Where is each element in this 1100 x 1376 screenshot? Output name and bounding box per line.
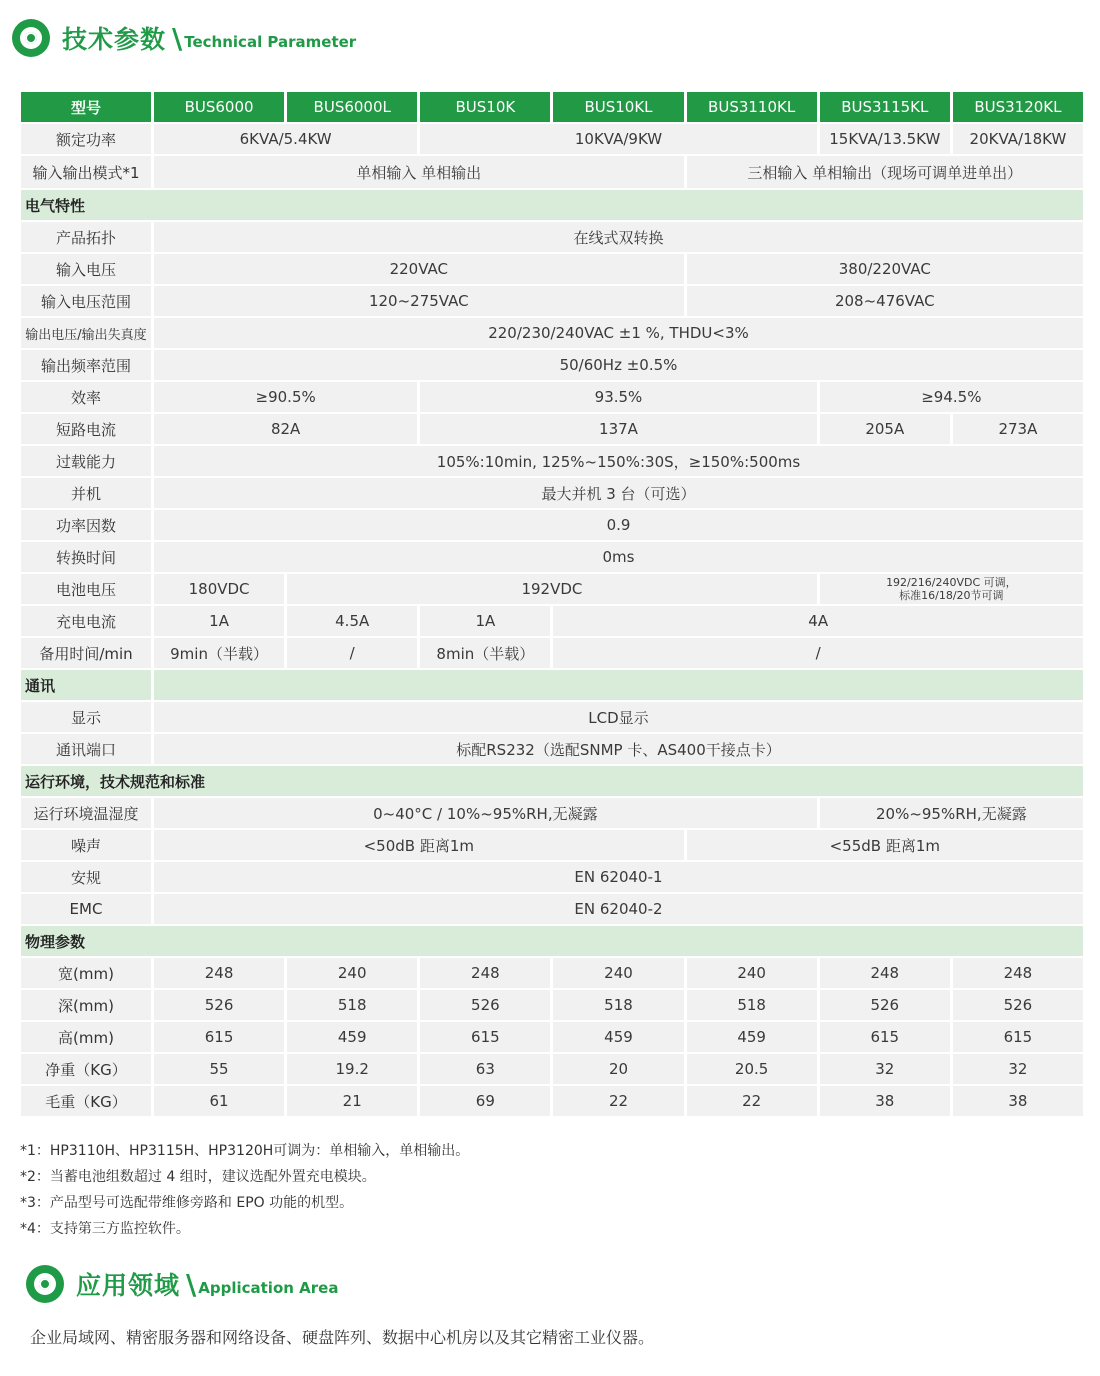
table-row (21, 638, 1083, 668)
cell-value: EN 62040-2 (154, 894, 1083, 924)
cell-value: 615 (820, 1022, 950, 1052)
cell-value: 1A (420, 606, 550, 636)
row-label: 输入电压 (21, 254, 151, 284)
cell-value: 61 (154, 1086, 284, 1116)
table-row (21, 254, 1083, 284)
cell-value: 32 (953, 1054, 1083, 1084)
header-model-label: 型号 (21, 92, 151, 122)
row-label: 运行环境温湿度 (21, 798, 151, 828)
cell-value: ≥90.5% (154, 382, 417, 412)
cell-value: 248 (154, 958, 284, 988)
row-label: 功率因数 (21, 510, 151, 540)
cell-value: 22 (687, 1086, 817, 1116)
cell-value: 273A (953, 414, 1083, 444)
cell-value: 69 (420, 1086, 550, 1116)
table-row (21, 862, 1083, 892)
row-label: 宽(mm) (21, 958, 151, 988)
cell-value: <50dB 距离1m (154, 830, 684, 860)
cell-value: 9min（半载） (154, 638, 284, 668)
cell-value: 518 (287, 990, 417, 1020)
row-label: 输入电压范围 (21, 286, 151, 316)
cell-value: 22 (553, 1086, 683, 1116)
cell-value: 220/230/240VAC ±1 %, THDU<3% (154, 318, 1083, 348)
cell-value: / (287, 638, 417, 668)
table-row (21, 222, 1083, 252)
cell-value: 248 (420, 958, 550, 988)
row-label: 深(mm) (21, 990, 151, 1020)
heading-separator: \ (186, 1267, 197, 1301)
model-name: BUS6000L (287, 92, 417, 122)
row-label: 高(mm) (21, 1022, 151, 1052)
cell-value: 192VDC (287, 574, 817, 604)
row-label: 充电电流 (21, 606, 151, 636)
cell-value: 137A (420, 414, 816, 444)
cell-value: 标配RS232（选配SNMP 卡、AS400干接点卡） (154, 734, 1083, 764)
model-name: BUS6000 (154, 92, 284, 122)
footnote: *3：产品型号可选配带维修旁路和 EPO 功能的机型。 (20, 1195, 354, 1211)
cell-value: 518 (687, 990, 817, 1020)
circle-bullet-icon (12, 19, 50, 57)
table-row (21, 958, 1083, 988)
table-header-row (21, 92, 1083, 122)
cell-value: 20%~95%RH,无凝露 (820, 798, 1083, 828)
table-row (21, 542, 1083, 572)
section-label: 物理参数 (21, 926, 1083, 956)
cell-value: 1A (154, 606, 284, 636)
battery-note-line: 192/216/240VDC 可调， (886, 576, 1017, 589)
cell-value: 0~40°C / 10%~95%RH,无凝露 (154, 798, 817, 828)
cell-value: EN 62040-1 (154, 862, 1083, 892)
cell-value: 220VAC (154, 254, 684, 284)
cell-value: 4.5A (287, 606, 417, 636)
row-label: 显示 (21, 702, 151, 732)
cell-value: 在线式双转换 (154, 222, 1083, 252)
section-row (21, 766, 1083, 796)
cell-value: 55 (154, 1054, 284, 1084)
table-row (21, 510, 1083, 540)
cell-value: 615 (420, 1022, 550, 1052)
table-row (21, 606, 1083, 636)
cell-value: 240 (687, 958, 817, 988)
cell-value: 4A (553, 606, 1083, 636)
cell-value: 180VDC (154, 574, 284, 604)
cell-value: 单相输入 单相输出 (154, 156, 684, 188)
section-band (154, 670, 1083, 700)
cell-value: 8min（半载） (420, 638, 550, 668)
cell-value: 20.5 (687, 1054, 817, 1084)
row-label: 通讯端口 (21, 734, 151, 764)
section-row (21, 670, 1083, 700)
row-label: 额定功率 (21, 124, 151, 154)
cell-value: 240 (553, 958, 683, 988)
cell-value: 526 (953, 990, 1083, 1020)
row-label: EMC (21, 894, 151, 924)
heading-separator: \ (172, 21, 183, 55)
table-row (21, 830, 1083, 860)
table-row (21, 382, 1083, 412)
section-label: 运行环境，技术规范和标准 (21, 766, 1083, 796)
cell-value: 0ms (154, 542, 1083, 572)
cell-value: 248 (953, 958, 1083, 988)
model-name: BUS3110KL (687, 92, 817, 122)
section-row (21, 190, 1083, 220)
table-row (21, 1054, 1083, 1084)
cell-value: 20 (553, 1054, 683, 1084)
heading-title-cn: 技术参数 (62, 25, 167, 54)
section-label: 电气特性 (21, 190, 1083, 220)
cell-value: 208~476VAC (687, 286, 1083, 316)
application-description: 企业局域网、精密服务器和网络设备、硬盘阵列、数据中心机房以及其它精密工业仪器。 (30, 1328, 655, 1347)
cell-value: 38 (953, 1086, 1083, 1116)
row-label: 转换时间 (21, 542, 151, 572)
cell-value: 93.5% (420, 382, 816, 412)
model-name: BUS3115KL (820, 92, 950, 122)
cell-value: 615 (154, 1022, 284, 1052)
row-label: 输出频率范围 (21, 350, 151, 380)
cell-value: 63 (420, 1054, 550, 1084)
cell-value: 82A (154, 414, 417, 444)
cell-value: 459 (553, 1022, 683, 1052)
footnote: *1：HP3110H、HP3115H、HP3120H可调为：单相输入，单相输出。 (20, 1143, 470, 1159)
heading-title-en: Application Area (198, 1279, 339, 1297)
table-row (21, 574, 1083, 604)
cell-value: <55dB 距离1m (687, 830, 1083, 860)
table-row (21, 478, 1083, 508)
cell-value: 10KVA/9KW (420, 124, 816, 154)
circle-bullet-icon (26, 1265, 64, 1303)
application-area-heading (26, 1265, 338, 1303)
footnote: *2：当蓄电池组数超过 4 组时，建议选配外置充电模块。 (20, 1169, 376, 1185)
row-label: 输入输出模式*1 (21, 156, 151, 188)
cell-value: 459 (687, 1022, 817, 1052)
cell-value: 248 (820, 958, 950, 988)
cell-value: 526 (154, 990, 284, 1020)
table-row (21, 318, 1083, 348)
model-name: BUS10K (420, 92, 550, 122)
cell-value: 19.2 (287, 1054, 417, 1084)
footnote: *4：支持第三方监控软件。 (20, 1221, 190, 1237)
spec-table (18, 90, 1086, 1118)
table-row (21, 350, 1083, 380)
technical-parameter-heading (12, 19, 356, 57)
cell-value: 240 (287, 958, 417, 988)
cell-value: 120~275VAC (154, 286, 684, 316)
table-row (21, 798, 1083, 828)
row-label: 产品拓扑 (21, 222, 151, 252)
cell-value: 526 (420, 990, 550, 1020)
table-row (21, 990, 1083, 1020)
cell-value: 15KVA/13.5KW (820, 124, 950, 154)
cell-value: 518 (553, 990, 683, 1020)
row-label: 输出电压/输出失真度 (21, 318, 151, 348)
section-row (21, 926, 1083, 956)
cell-value: 50/60Hz ±0.5% (154, 350, 1083, 380)
row-label: 备用时间/min (21, 638, 151, 668)
model-name: BUS3120KL (953, 92, 1083, 122)
table-row (21, 446, 1083, 476)
section-label: 通讯 (21, 670, 151, 700)
row-label: 噪声 (21, 830, 151, 860)
table-row (21, 414, 1083, 444)
row-label: 毛重（KG） (21, 1086, 151, 1116)
table-row (21, 156, 1083, 188)
table-row (21, 894, 1083, 924)
cell-value (820, 574, 1083, 604)
table-row (21, 286, 1083, 316)
cell-value: 最大并机 3 台（可选） (154, 478, 1083, 508)
table-row (21, 702, 1083, 732)
row-label: 净重（KG） (21, 1054, 151, 1084)
heading-title-cn: 应用领域 (76, 1271, 181, 1300)
cell-value: 38 (820, 1086, 950, 1116)
cell-value: / (553, 638, 1083, 668)
cell-value: 459 (287, 1022, 417, 1052)
table-row (21, 124, 1083, 154)
table-row (21, 1022, 1083, 1052)
cell-value: LCD显示 (154, 702, 1083, 732)
cell-value: 21 (287, 1086, 417, 1116)
row-label: 短路电流 (21, 414, 151, 444)
row-label: 并机 (21, 478, 151, 508)
row-label: 过载能力 (21, 446, 151, 476)
cell-value: 205A (820, 414, 950, 444)
cell-value: 32 (820, 1054, 950, 1084)
footnotes (20, 1138, 469, 1242)
row-label: 电池电压 (21, 574, 151, 604)
cell-value: 三相输入 单相输出（现场可调单进单出） (687, 156, 1083, 188)
cell-value: 105%:10min, 125%~150%:30S，≥150%:500ms (154, 446, 1083, 476)
row-label: 安规 (21, 862, 151, 892)
cell-value: ≥94.5% (820, 382, 1083, 412)
model-name: BUS10KL (553, 92, 683, 122)
heading-title-en: Technical Parameter (184, 33, 357, 51)
cell-value: 20KVA/18KW (953, 124, 1083, 154)
battery-note-line: 标准16/18/20节可调 (899, 589, 1004, 602)
cell-value: 615 (953, 1022, 1083, 1052)
table-row (21, 1086, 1083, 1116)
cell-value: 380/220VAC (687, 254, 1083, 284)
cell-value: 0.9 (154, 510, 1083, 540)
table-row (21, 734, 1083, 764)
cell-value: 6KVA/5.4KW (154, 124, 417, 154)
row-label: 效率 (21, 382, 151, 412)
cell-value: 526 (820, 990, 950, 1020)
